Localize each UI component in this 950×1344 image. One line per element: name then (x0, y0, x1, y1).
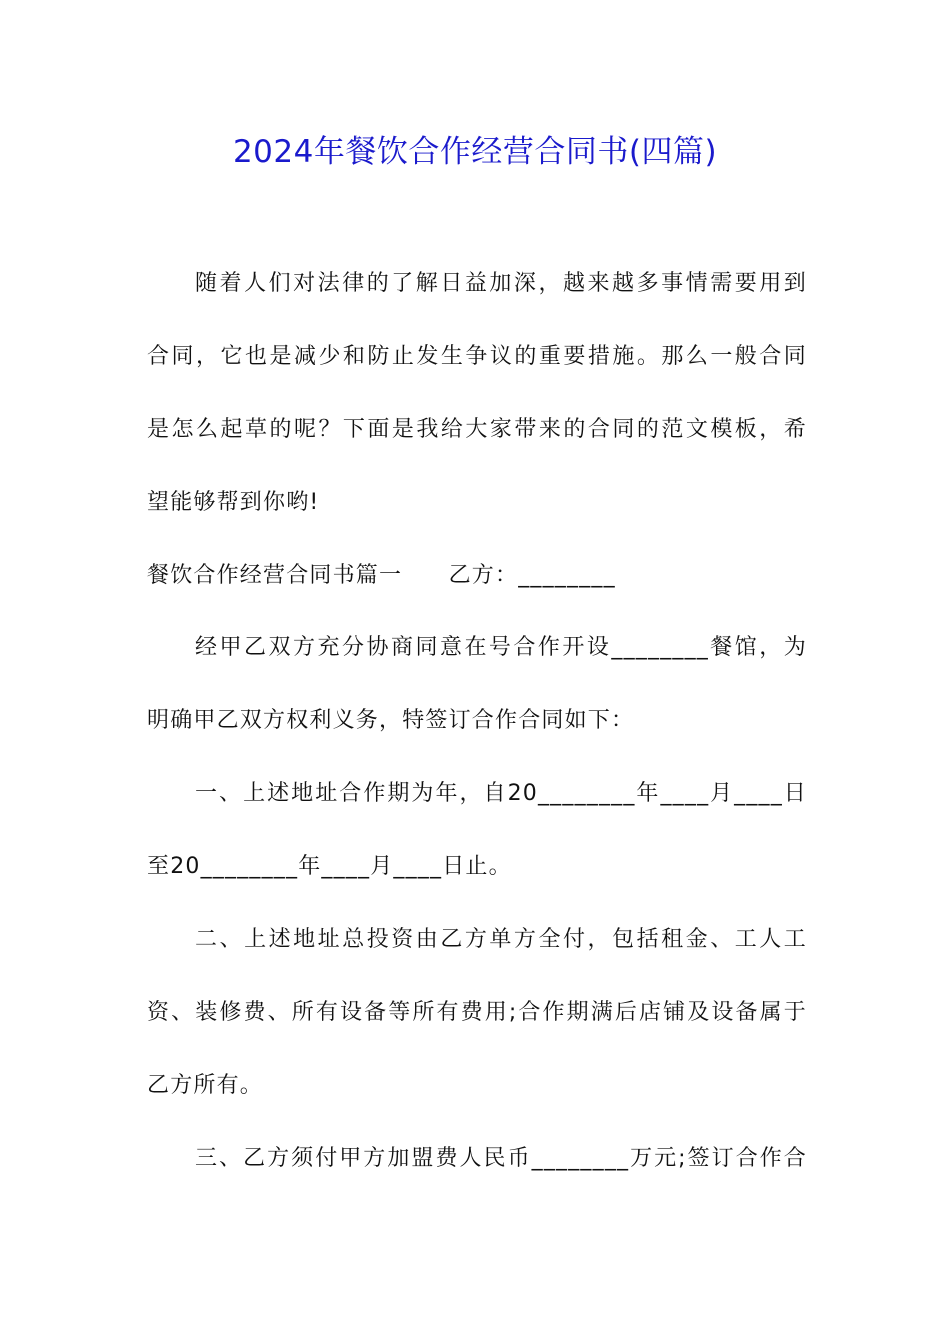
paragraph-line: 经甲乙双方充分协商同意在号合作开设________餐馆，为 (195, 635, 807, 660)
paragraph-line: 合同，它也是减少和防止发生争议的重要措施。那么一般合同 (147, 344, 807, 369)
paragraph-line: 资、装修费、所有设备等所有费用;合作期满后店铺及设备属于 (147, 1000, 807, 1025)
paragraph-line: 二、上述地址总投资由乙方单方全付，包括租金、工人工 (195, 927, 807, 952)
paragraph-line: 三、乙方须付甲方加盟费人民币________万元;签订合作合 (195, 1146, 807, 1171)
paragraph-line: 望能够帮到你哟! (147, 490, 320, 515)
paragraph-line: 随着人们对法律的了解日益加深，越来越多事情需要用到 (195, 271, 807, 296)
paragraph-line: 明确甲乙双方权利义务，特签订合作合同如下： (147, 708, 635, 733)
paragraph-line: 至20________年____月____日止。 (147, 854, 512, 879)
paragraph-line: 一、上述地址合作期为年，自20________年____月____日 (195, 781, 807, 806)
section-heading: 餐饮合作经营合同书篇一 乙方：________ (147, 563, 616, 588)
paragraph-line: 是怎么起草的呢？下面是我给大家带来的合同的范文模板，希 (147, 417, 807, 442)
paragraph-line: 乙方所有。 (147, 1073, 264, 1098)
document-title: 2024年餐饮合作经营合同书(四篇) (232, 134, 718, 170)
